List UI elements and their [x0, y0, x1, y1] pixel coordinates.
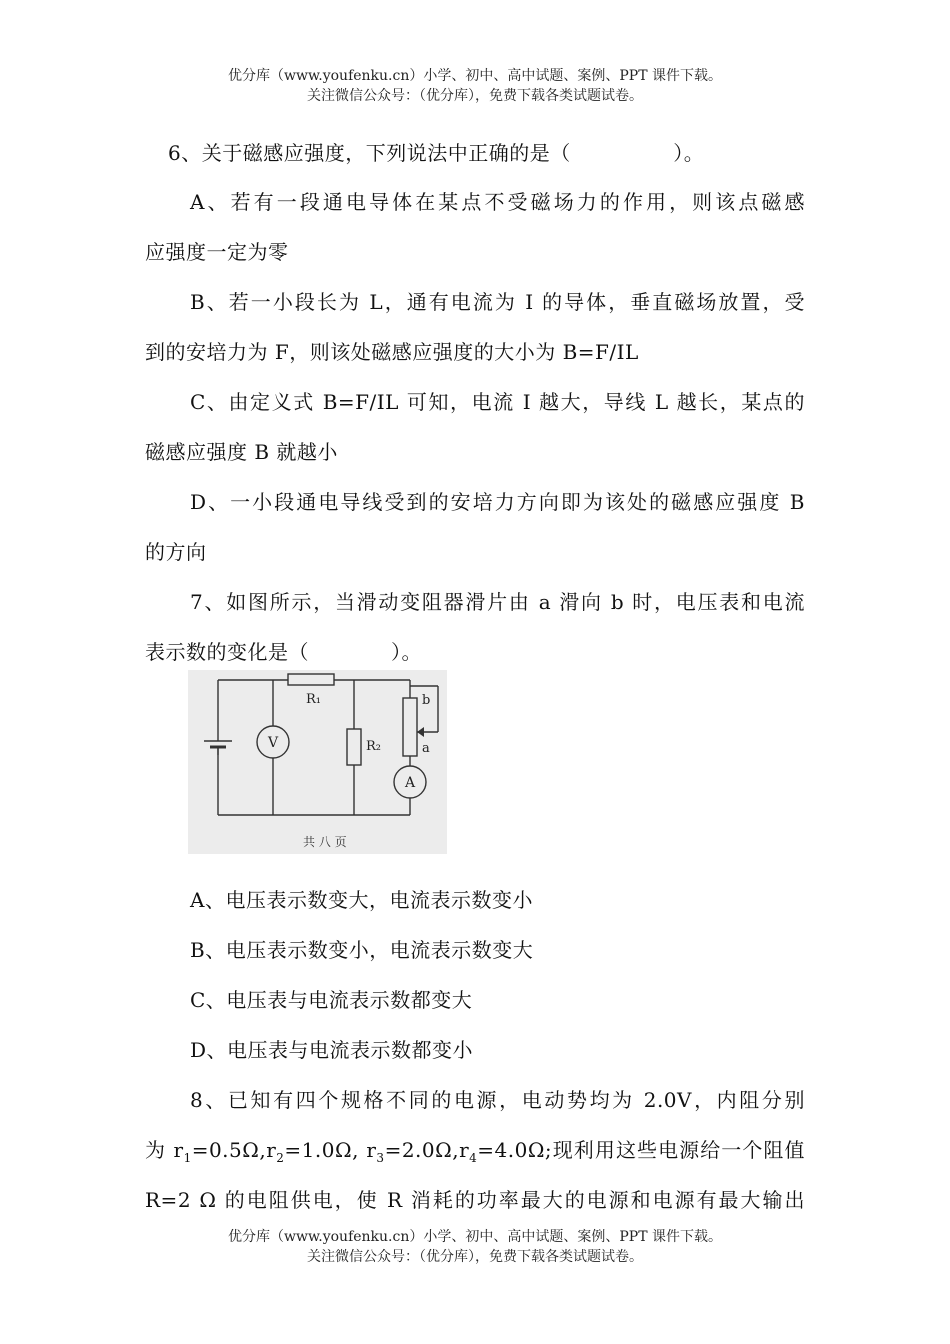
q8-line1: 8、已知有四个规格不同的电源，电动势均为 2.0V，内阻分别: [190, 1088, 805, 1112]
header-line-1: 优分库（www.youfenku.cn）小学、初中、高中试题、案例、PPT 课件下载。: [227, 68, 722, 84]
q8-sub-4: 4: [469, 1151, 478, 1165]
q8-line2-v2: =1.0Ω, r: [284, 1138, 377, 1162]
q8-sub-1: 1: [183, 1151, 192, 1165]
q6-option-d-line2: 的方向: [145, 540, 207, 564]
q6-option-b-line1: B、若一小段长为 L，通有电流为 I 的导体，垂直磁场放置，受: [190, 290, 805, 314]
q7-option-a: A、电压表示数变大，电流表示数变小: [190, 888, 533, 912]
circuit-diagram: [188, 670, 447, 854]
q7-option-b: B、电压表示数变小，电流表示数变大: [190, 938, 534, 962]
figure-caption: 共 八 页: [303, 835, 347, 849]
q7-option-d: D、电压表与电流表示数都变小: [190, 1038, 474, 1062]
q6-option-a-line2: 应强度一定为零: [145, 240, 289, 264]
q6-option-c-line2: 磁感应强度 B 就越小: [145, 440, 338, 464]
resistor-r1: [288, 674, 334, 685]
q6-stem: 6、关于磁感应强度，下列说法中正确的是（ ）。: [168, 141, 705, 165]
q7-stem-line1: 7、如图所示，当滑动变阻器滑片由 a 滑向 b 时，电压表和电流: [190, 590, 805, 614]
q8-line2-suffix: =4.0Ω;现利用这些电源给一个阻值: [477, 1138, 806, 1162]
circuit-figure: [188, 670, 447, 854]
q8-sub-3: 3: [376, 1151, 385, 1165]
footer-line-2: 关注微信公众号：（优分库），免费下载各类试题试卷。: [307, 1249, 643, 1265]
slider-arrow-icon: [417, 727, 424, 737]
rheostat: [403, 698, 417, 756]
q7-stem-line2: 表示数的变化是（ ）。: [145, 640, 422, 664]
q7-option-c: C、电压表与电流表示数都变大: [190, 988, 473, 1012]
q6-option-c-line1: C、由定义式 B=F/IL 可知，电流 I 越大，导线 L 越长，某点的: [190, 390, 805, 414]
header-line-2: 关注微信公众号：（优分库），免费下载各类试题试卷。: [307, 88, 643, 104]
q8-sub-2: 2: [276, 1151, 285, 1165]
resistor-r2: [347, 729, 361, 765]
end-a-label: a: [422, 741, 430, 756]
battery-icon: [204, 741, 232, 755]
q8-line2-v1: =0.5Ω,r: [191, 1138, 277, 1162]
q6-option-a-line1: A、若有一段通电导体在某点不受磁场力的作用，则该点磁感: [190, 190, 805, 214]
end-b-label: b: [422, 693, 431, 708]
q8-line2-prefix: 为 r: [145, 1138, 184, 1162]
q8-line2: [145, 1134, 805, 1165]
q8-line2-v3: =2.0Ω,r: [384, 1138, 470, 1162]
r2-label: R₂: [366, 739, 381, 754]
footer-line-1: 优分库（www.youfenku.cn）小学、初中、高中试题、案例、PPT 课件下载。: [227, 1229, 722, 1245]
r1-label: R₁: [306, 692, 321, 707]
ammeter-label: A: [404, 775, 416, 791]
q6-option-d-line1: D、一小段通电导线受到的安培力方向即为该处的磁感应强度 B: [190, 490, 805, 514]
voltmeter-label: V: [267, 735, 279, 751]
q8-line3: R=2 Ω 的电阻供电，使 R 消耗的功率最大的电源和电源有最大输出: [145, 1188, 805, 1212]
q6-option-b-line2: 到的安培力为 F，则该处磁感应强度的大小为 B=F/IL: [145, 340, 639, 364]
